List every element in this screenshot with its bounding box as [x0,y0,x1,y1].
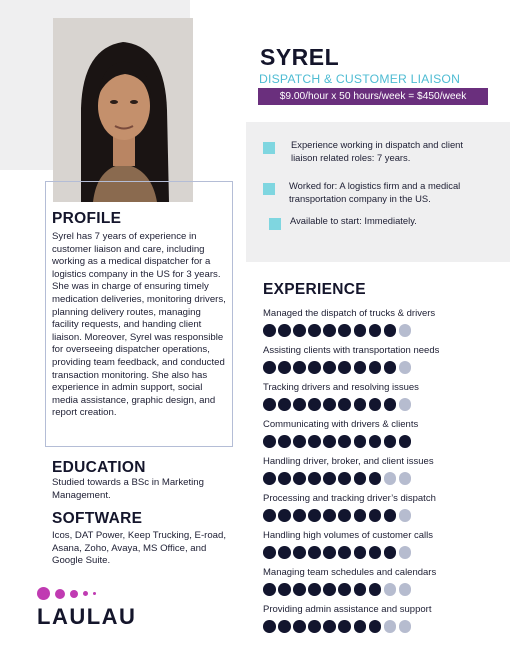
info-text: Experience working in dispatch and client liaison related roles: 7 years. [291,139,463,163]
rating-dot-empty [399,324,412,337]
education-heading: EDUCATION [52,459,146,476]
rating-dot-filled [293,361,306,374]
rating-dot-filled [293,472,306,485]
skill-label: Providing admin assistance and support [263,604,432,615]
software-text: Icos, DAT Power, Keep Trucking, E-road, Asana, Zoho, Avaya, MS Office, and Google Suite. [52,530,227,567]
skill-label: Managed the dispatch of trucks & drivers [263,308,436,319]
rating-dot-empty [399,620,412,633]
skill-row [263,493,503,522]
rating-dot-filled [369,546,382,559]
rating-dot-filled [369,435,382,448]
rating-dot-filled [293,546,306,559]
skill-rating [263,398,503,411]
rating-dot-filled [308,620,321,633]
rating-dot-empty [399,398,412,411]
skill-rating [263,324,503,337]
skill-row [263,567,503,596]
rating-dot-empty [399,361,412,374]
rating-dot-filled [354,472,367,485]
rating-dot-filled [278,398,291,411]
rating-dot-filled [323,583,336,596]
rating-dot-filled [308,546,321,559]
rate-banner: $9.00/hour x 50 hours/week = $450/week [258,88,488,105]
rating-dot-filled [278,472,291,485]
skill-label: Handling driver, broker, and client issues [263,456,434,467]
info-text: Worked for: A logistics firm and a medical transportation company in the US. [289,180,461,204]
rating-dot-filled [354,398,367,411]
rating-dot-filled [354,620,367,633]
candidate-role: DISPATCH & CUSTOMER LIAISON [259,72,461,86]
skill-row [263,419,503,448]
rating-dot-filled [278,509,291,522]
rating-dot-filled [323,435,336,448]
rating-dot-filled [354,435,367,448]
rating-dot-filled [354,361,367,374]
profile-heading: PROFILE [52,210,122,227]
rating-dot-filled [323,324,336,337]
rating-dot-filled [278,324,291,337]
skill-row [263,308,503,337]
rating-dot-filled [323,620,336,633]
rating-dot-filled [308,583,321,596]
skill-rating [263,583,503,596]
rating-dot-filled [293,583,306,596]
rating-dot-filled [354,324,367,337]
skill-rating [263,472,503,485]
software-heading: SOFTWARE [52,510,143,527]
rating-dot-empty [399,546,412,559]
rating-dot-filled [338,472,351,485]
rating-dot-filled [278,620,291,633]
rating-dot-filled [369,472,382,485]
info-text: Available to start: Immediately. [290,215,417,226]
skill-label: Tracking drivers and resolving issues [263,382,419,393]
rating-dot-filled [369,398,382,411]
skill-row [263,382,503,411]
skill-rating [263,361,503,374]
rating-dot-filled [263,583,276,596]
rating-dot-filled [293,398,306,411]
rating-dot-filled [323,398,336,411]
rating-dot-filled [263,509,276,522]
skill-label: Communicating with drivers & clients [263,419,419,430]
skill-rating [263,509,503,522]
rating-dot-filled [338,398,351,411]
rating-dot-filled [323,509,336,522]
rating-dot-filled [369,509,382,522]
rating-dot-filled [338,546,351,559]
rating-dot-filled [384,509,397,522]
skill-rating [263,435,503,448]
rating-dot-filled [338,509,351,522]
square-bullet-icon [263,142,275,154]
info-item-availability [269,215,490,230]
rating-dot-filled [263,620,276,633]
rating-dot-filled [278,361,291,374]
rating-dot-empty [384,620,397,633]
profile-text: Syrel has 7 years of experience in customer liaison and care, including working as a medical dispatcher for a logistics company in the US for 3 years. She was in charge of ensuring timely medication deliveries, monitoring drivers, planning delivery routes, managing facility requests, and handing client liaison. Moreover, Syrel was responsible for overseeing dispatcher operations, providing team feedback, and conducted transaction monitoring. She also has experience in admin support, social media assistance, graphic design, and report creation. [52,231,226,419]
rating-dot-filled [293,435,306,448]
rating-dot-filled [384,324,397,337]
rating-dot-filled [354,546,367,559]
rating-dot-filled [293,509,306,522]
skill-row [263,345,503,374]
rating-dot-filled [369,583,382,596]
rating-dot-empty [384,472,397,485]
rating-dot-filled [338,583,351,596]
rating-dot-filled [323,472,336,485]
rating-dot-filled [384,361,397,374]
rating-dot-filled [399,435,412,448]
rating-dot-filled [308,361,321,374]
rating-dot-filled [293,620,306,633]
skill-label: Handling high volumes of customer calls [263,530,434,541]
candidate-name: SYREL [260,44,340,70]
logo-dots-icon [37,587,96,600]
rating-dot-filled [263,472,276,485]
rating-dot-filled [338,620,351,633]
rating-dot-filled [278,583,291,596]
rating-dot-filled [354,583,367,596]
rating-dot-empty [399,472,412,485]
skill-rating [263,620,503,633]
rating-dot-filled [338,324,351,337]
skill-label: Assisting clients with transportation needs [263,345,440,356]
square-bullet-icon [263,183,275,195]
info-item-employers [263,180,489,205]
rating-dot-filled [369,620,382,633]
rating-dot-empty [384,583,397,596]
rating-dot-filled [263,324,276,337]
rating-dot-filled [338,361,351,374]
info-item-experience [263,139,491,164]
skill-row [263,530,503,559]
square-bullet-icon [269,218,281,230]
rating-dot-filled [308,398,321,411]
rating-dot-filled [338,435,351,448]
rating-dot-filled [263,435,276,448]
rating-dot-filled [384,435,397,448]
skill-label: Managing team schedules and calendars [263,567,437,578]
rating-dot-filled [308,435,321,448]
rating-dot-filled [384,398,397,411]
rating-dot-filled [278,435,291,448]
rating-dot-empty [399,583,412,596]
skill-row [263,456,503,485]
rating-dot-filled [278,546,291,559]
rating-dot-empty [399,509,412,522]
candidate-photo [53,18,193,202]
rating-dot-filled [263,398,276,411]
rating-dot-filled [308,472,321,485]
skill-label: Processing and tracking driver’s dispatch [263,493,436,504]
rating-dot-filled [369,361,382,374]
rating-dot-filled [354,509,367,522]
education-text: Studied towards a BSc in Marketing Management. [52,477,204,501]
rating-dot-filled [323,546,336,559]
skill-rating [263,546,503,559]
rating-dot-filled [308,509,321,522]
rating-dot-filled [308,324,321,337]
skill-row [263,604,503,633]
experience-heading: EXPERIENCE [263,281,366,298]
rating-dot-filled [293,324,306,337]
rating-dot-filled [369,324,382,337]
rating-dot-filled [263,546,276,559]
rating-dot-filled [384,546,397,559]
brand-logo: LAULAU [37,604,137,629]
rating-dot-filled [323,361,336,374]
rating-dot-filled [263,361,276,374]
